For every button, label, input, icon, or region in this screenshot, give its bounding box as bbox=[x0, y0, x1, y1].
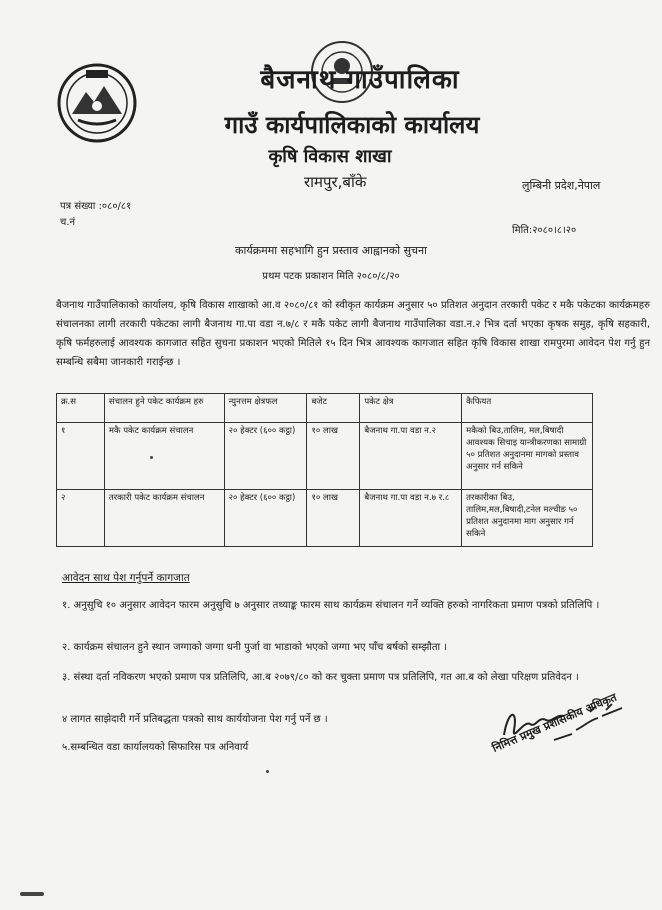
table-header-cell: बजेट bbox=[307, 394, 360, 423]
office-name: गाउँ कार्यपालिकाको कार्यालय bbox=[224, 111, 480, 139]
table-cell: बैजनाथ गा.पा वडा न.२ bbox=[360, 423, 462, 490]
table-header-cell: कैफियत bbox=[462, 394, 593, 423]
document-item: २. कार्यक्रम संचालन हुने स्थान जग्गाको जग्गा धनी पुर्जा वा भाडाको भएको जग्गा भए पाँच बर्षको सम्झौता । bbox=[62, 642, 448, 653]
scan-speck bbox=[266, 770, 269, 773]
table-row bbox=[57, 490, 593, 547]
dispatch-number: च.नं bbox=[60, 217, 76, 228]
table-header-cell: पकेट क्षेत्र bbox=[360, 394, 462, 423]
reference-number: पत्र संख्या :०८०/८१ bbox=[60, 201, 132, 212]
table-cell: तरकारीका बिउ, तालिम,मल,बिषादी,टनेल मल्चीङ ५० प्रतिशत अनुदानमा माग अनुसार गर्न सकिने bbox=[462, 490, 593, 547]
program-table bbox=[56, 393, 593, 547]
scan-mark bbox=[20, 892, 44, 896]
table-cell: मकैको बिउ,तालिम, मल,बिषादी आवश्यक सिचाइ यान्त्रीकरणका सामाग्री ५० प्रतिशत अनुदानमा मागको प्रस्ताव अनुसार गर्न सकिने bbox=[462, 423, 593, 490]
notice-title: कार्यक्रममा सहभागि हुन प्रस्ताव आह्वानको सुचना bbox=[235, 244, 427, 257]
document-item: ४ लागत साझेदारी गर्ने प्रतिबद्धता पत्रको साथ कार्ययोजना पेश गर्नु पर्ने छ । bbox=[62, 714, 328, 725]
municipality-name: बैजनाथ गाउँपालिका bbox=[260, 65, 460, 95]
table-cell: १ bbox=[57, 423, 105, 490]
notice-body: बैजनाथ गाउँपालिकाको कार्यालय, कृषि विकास शाखाको आ.व २०८०/८१ को स्वीकृत कार्यक्रम अनुसार ५० प्रतिशत अनुदान तरकारी पकेट र मकै पकेटका कार्यक्रमहरु संचालनका लागी तरकारी पकेटका लागी बैजनाथ गा.पा वडा न.७/८ र मकै पकेट लागी बैजनाथ गाउँपालिका वडा.न.२ भित्र दर्ता भएका कृषक समुह, कृषि सहकारी, कृषि फर्महरुलाई आवश्यक कागजात सहित सुचना प्रकाशन भएको मितिले १५ दिन भित्र आवश्यक कागजात सहित कृषि विकास शाखा रामपुरमा आवेदन पेश गर्नु हुन सम्बन्धि सबैमा जानकारी गराईन्छ । bbox=[56, 300, 650, 368]
table-header-cell: न्युनत्तम क्षेत्रफल bbox=[224, 394, 307, 423]
office-place: रामपुर,बाँके bbox=[304, 173, 367, 191]
table-cell: १० लाख bbox=[307, 490, 360, 547]
table-cell: तरकारी पकेट कार्यक्रम संचालन bbox=[104, 490, 224, 547]
signatory-title: निमित्त प्रमुख प्रशासकीय अधिकृत bbox=[490, 690, 619, 755]
document-item: ५.सम्बन्धित वडा कार्यालयको सिफारिस पत्र अनिवार्य bbox=[62, 742, 249, 753]
section-name: कृषि विकास शाखा bbox=[268, 146, 392, 167]
table-row bbox=[57, 423, 593, 490]
publication-date: प्रथम पटक प्रकाशन मिति २०८०/८/२० bbox=[262, 271, 400, 282]
table-header-row bbox=[57, 394, 593, 423]
municipality-emblem-icon bbox=[56, 62, 138, 144]
document-item: १. अनुसुचि १० अनुसार आवेदन फारम अनुसुचि ७ अनुसार तथ्याङ्क फारम साथ कार्यक्रम संचालन गर्ने व्यक्ति हरुको नागरिकता प्रमाण पत्रको प्रतिलिपि । bbox=[62, 600, 600, 611]
documents-title: आवेदन साथ पेश गर्नुपर्ने कागजात bbox=[62, 572, 190, 584]
table-cell: १० लाख bbox=[307, 423, 360, 490]
table-cell: बैजनाथ गा.पा वडा न.७ र.८ bbox=[360, 490, 462, 547]
document-item: ३. संस्था दर्ता नविकरण भएको प्रमाण पत्र प्रतिलिपि, आ.ब २०७९/८० को कर चुक्ता प्रमाण पत्र प्रतिलिपि, गत आ.ब को लेखा परिक्षण प्रतिवेदन । bbox=[62, 672, 579, 683]
table-cell: २० हेक्टर (६०० कट्ठा) bbox=[224, 423, 307, 490]
table-cell: २० हेक्टर (६०० कट्ठा) bbox=[224, 490, 307, 547]
province-name: लुम्बिनी प्रदेश,नेपाल bbox=[522, 179, 601, 192]
scan-speck bbox=[150, 456, 153, 459]
table-header-cell: संचालन हुने पकेट कार्यक्रम हरु bbox=[104, 394, 224, 423]
table-cell: मकै पकेट कार्यक्रम संचालन bbox=[104, 423, 224, 490]
letter-date: मिति:२०८०।८।२० bbox=[512, 225, 577, 236]
table-header-cell: क्र.स bbox=[57, 394, 105, 423]
table-cell: २ bbox=[57, 490, 105, 547]
